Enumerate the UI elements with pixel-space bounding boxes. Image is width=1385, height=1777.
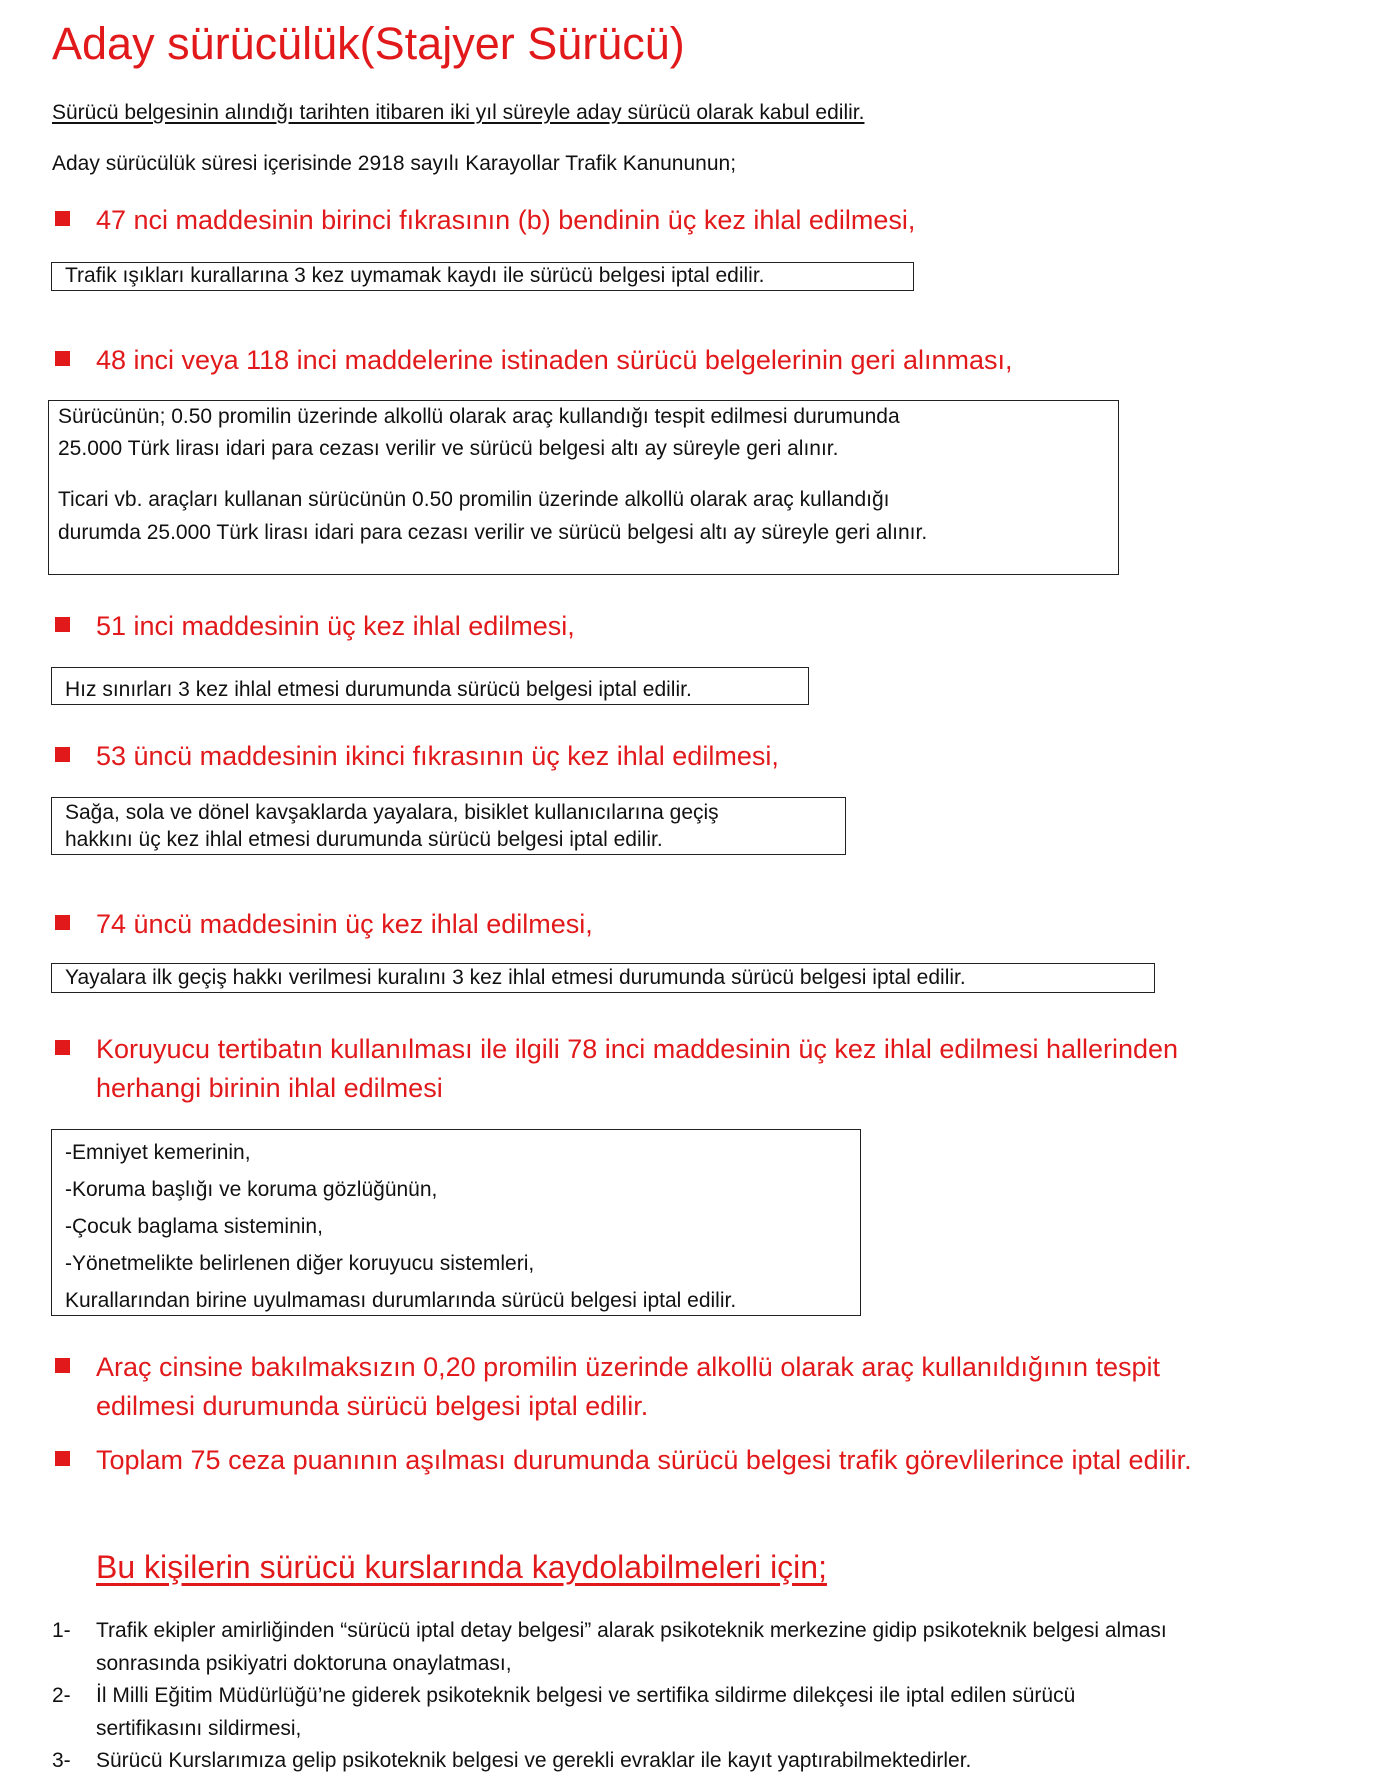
item-heading: 51 inci maddesinin üç kez ihlal edilmesi, bbox=[96, 611, 575, 641]
step-text-line-1: Sürücü Kurslarımıza gelip psikoteknik belgesi ve gerekli evraklar ile kayıt yaptırabilmektedirler. bbox=[96, 1749, 972, 1772]
section-heading: Bu kişilerin sürücü kurslarında kaydolabilmeleri için; bbox=[96, 1549, 827, 1585]
step-number: 2- bbox=[52, 1684, 71, 1707]
box-line: -Çocuk baglama sisteminin, bbox=[65, 1215, 323, 1238]
step-number: 3- bbox=[52, 1749, 71, 1772]
bullet-square-icon bbox=[55, 351, 70, 366]
item-heading: 53 üncü maddesinin ikinci fıkrasının üç kez ihlal edilmesi, bbox=[96, 741, 779, 771]
box-line: Sürücünün; 0.50 promilin üzerinde alkollü olarak araç kullandığı tespit edilmesi durumunda bbox=[58, 405, 900, 428]
bullet-square-icon bbox=[55, 915, 70, 930]
bullet-square-icon bbox=[55, 1040, 70, 1055]
box-line: 25.000 Türk lirası idari para cezası verilir ve sürücü belgesi altı ay süreyle geri alınır. bbox=[58, 437, 839, 460]
box-line: -Yönetmelikte belirlenen diğer koruyucu sistemleri, bbox=[65, 1252, 535, 1275]
box-line: Yayalara ilk geçiş hakkı verilmesi kuralını 3 kez ihlal etmesi durumunda sürücü belgesi iptal edilir. bbox=[65, 966, 966, 989]
box-line: Kurallarından birine uyulmaması durumlarında sürücü belgesi iptal edilir. bbox=[65, 1289, 737, 1312]
box-line: Trafik ışıkları kurallarına 3 kez uymamak kaydı ile sürücü belgesi iptal edilir. bbox=[65, 264, 765, 287]
item-heading-line-2: herhangi birinin ihlal edilmesi bbox=[96, 1073, 443, 1103]
bullet-square-icon bbox=[55, 617, 70, 632]
item-heading: 47 nci maddesinin birinci fıkrasının (b) bendinin üç kez ihlal edilmesi, bbox=[96, 205, 916, 235]
step-text-line-1: İl Milli Eğitim Müdürlüğü’ne giderek psikoteknik belgesi ve sertifika sildirme dilekçesi ile iptal edilen sürücü bbox=[96, 1684, 1076, 1707]
step-text-line-2: sonrasında psikiyatri doktoruna onaylatması, bbox=[96, 1652, 512, 1675]
bullet-square-icon bbox=[55, 1358, 70, 1373]
info-box bbox=[51, 262, 914, 291]
box-line: Sağa, sola ve dönel kavşaklarda yayalara, bisiklet kullanıcılarına geçiş bbox=[65, 801, 719, 824]
box-line: -Koruma başlığı ve koruma gözlüğünün, bbox=[65, 1178, 438, 1201]
intro-line-2: Aday sürücülük süresi içerisinde 2918 sayılı Karayollar Trafik Kanununun; bbox=[52, 152, 737, 175]
box-line: -Emniyet kemerinin, bbox=[65, 1141, 251, 1164]
info-box bbox=[51, 667, 809, 705]
box-line: durumda 25.000 Türk lirası idari para cezası verilir ve sürücü belgesi altı ay süreyle geri alınır. bbox=[58, 521, 928, 544]
item-heading-line-1: Koruyucu tertibatın kullanılması ile ilgili 78 inci maddesinin üç kez ihlal edilmesi hallerinden bbox=[96, 1034, 1179, 1064]
item-heading-line-1: Araç cinsine bakılmaksızın 0,20 promilin üzerinde alkollü olarak araç kullanıldığının tespit bbox=[96, 1352, 1161, 1382]
item-heading: 74 üncü maddesinin üç kez ihlal edilmesi, bbox=[96, 909, 593, 939]
bullet-square-icon bbox=[55, 747, 70, 762]
step-text-line-2: sertifikasını sildirmesi, bbox=[96, 1717, 302, 1740]
step-number: 1- bbox=[52, 1619, 71, 1642]
info-box bbox=[48, 400, 1119, 575]
bullet-square-icon bbox=[55, 211, 70, 226]
bullet-square-icon bbox=[55, 1451, 70, 1466]
box-line: Ticari vb. araçları kullanan sürücünün 0.50 promilin üzerinde alkollü olarak araç kullandığı bbox=[58, 488, 890, 511]
item-heading: Toplam 75 ceza puanının aşılması durumunda sürücü belgesi trafik görevlilerince iptal edilir. bbox=[96, 1445, 1192, 1475]
step-text-line-1: Trafik ekipler amirliğinden “sürücü iptal detay belgesi” alarak psikoteknik merkezine gidip psikoteknik belgesi alması bbox=[96, 1619, 1167, 1642]
box-line: Hız sınırları 3 kez ihlal etmesi durumunda sürücü belgesi iptal edilir. bbox=[65, 678, 692, 701]
item-heading-line-2: edilmesi durumunda sürücü belgesi iptal edilir. bbox=[96, 1391, 649, 1421]
page-title: Aday sürücülük(Stajyer Sürücü) bbox=[52, 18, 685, 69]
info-box bbox=[51, 963, 1155, 993]
info-box bbox=[51, 1129, 861, 1316]
info-box bbox=[51, 797, 846, 855]
intro-line-1: Sürücü belgesinin alındığı tarihten itibaren iki yıl süreyle aday sürücü olarak kabul edilir. bbox=[52, 101, 865, 124]
box-line: hakkını üç kez ihlal etmesi durumunda sürücü belgesi iptal edilir. bbox=[65, 828, 663, 851]
item-heading: 48 inci veya 118 inci maddelerine istinaden sürücü belgelerinin geri alınması, bbox=[96, 345, 1013, 375]
